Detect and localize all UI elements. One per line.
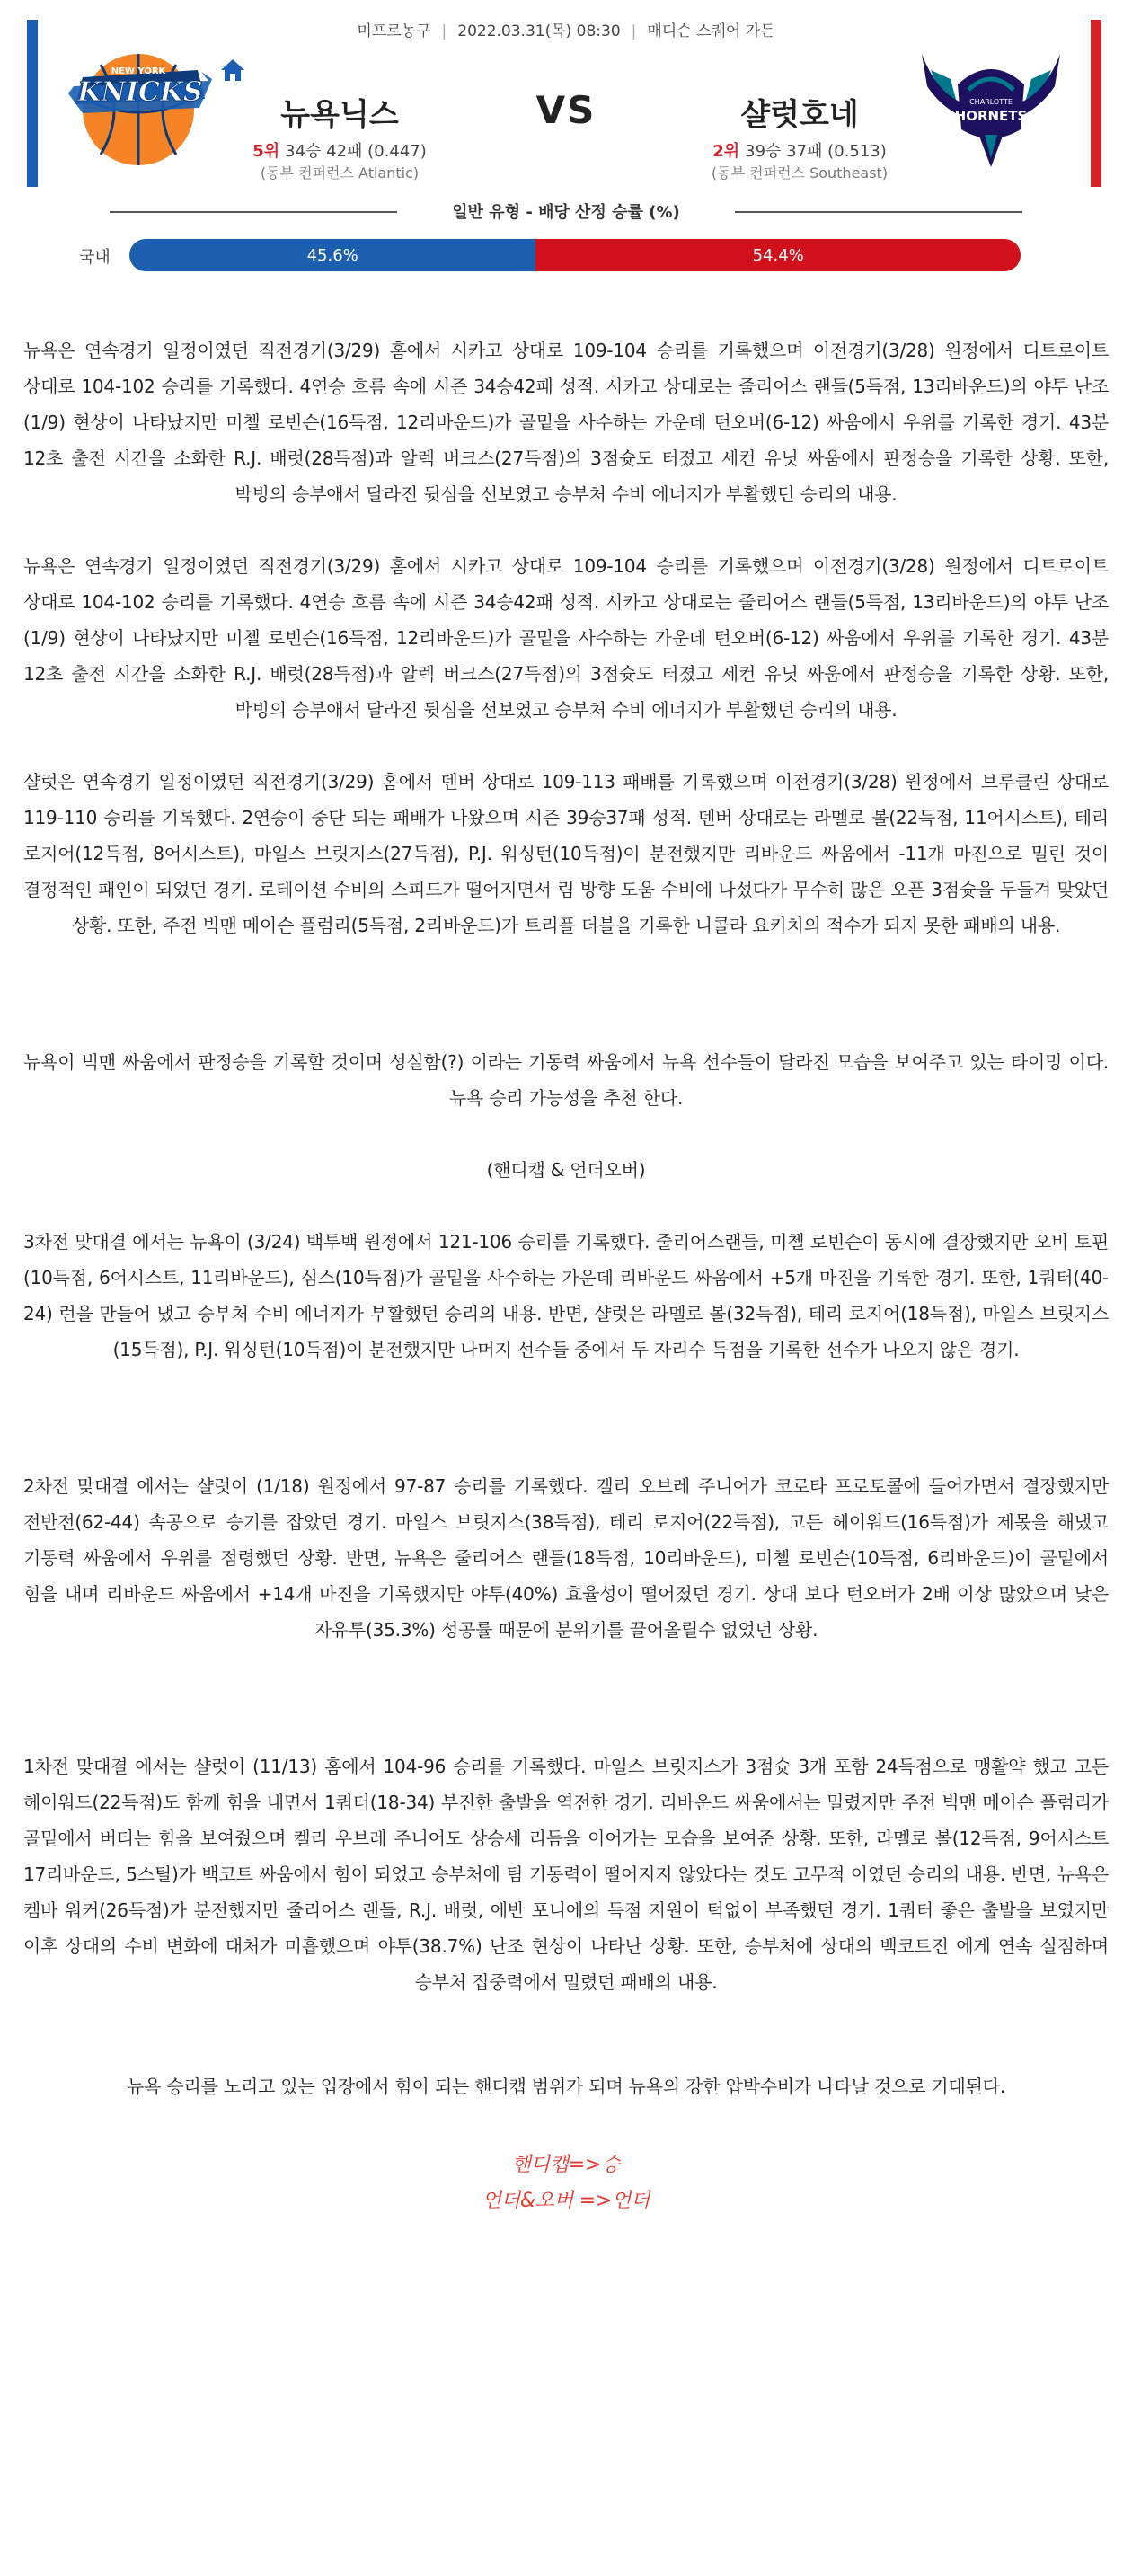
away-conference: (동부 컨퍼런스 Southeast) [711, 164, 889, 181]
article-paragraph: 2차전 맞대결 에서는 샬럿이 (1/18) 원정에서 97-87 승리를 기록했다. 켈리 오브레 주니어가 코로타 프로토콜에 들어가면서 결장했지만 전반전(62-44) 속공으로 승기를 잡았던 경기. 마일스 브릿지스(38득점), 테리 로지어(22득점), 고든 헤이워드(16득점)가 제몫을 해냈고 기동력 싸움에서 우위를 점령했던 상황. 반면, 뉴욕은 줄리어스 랜들(18득점, 10리바운드), 미첼 로빈슨(10득점, 6리바운드)이 골밑에서 힘을 내며 리바운드 싸움에서 +14개 마진을 기록했지만 야투(40%) 효율성이 떨어졌던 경기. 상대 보다 턴오버가 2배 이상 많았으며 낮은 자유투(35.3%) 성공률 때문에 분위기를 끌어올릴수 없었던 상황. [23, 1475, 1109, 1641]
logo-word-text: KNICKS [77, 76, 203, 108]
away-probability-segment: 54.4% [535, 239, 1021, 271]
section-heading: (핸디캡 & 언더오버) [486, 1159, 646, 1181]
article-paragraph: 1차전 맞대결 에서는 샬럿이 (11/13) 홈에서 104-96 승리를 기록했다. 마일스 브릿지스가 3점슛 3개 포함 24득점으로 맹활약 했고 고든 헤이워드(22득점)도 함께 힘을 내면서 1쿼터(18-34) 부진한 출발을 역전한 경기. 리바운드 싸움에서는 밀렸지만 주전 빅맨 메이슨 플럼리가 골밑에서 버티는 힘을 보여줬으며 켈리 우브레 주니어도 상승세 리듬을 이어가는 모습을 보여준 상황. 또한, 라멜로 볼(12득점, 9어시스트 17리바운드, 5스틸)가 백코트 싸움에서 힘이 되었고 승부처에 팀 기동력이 떨어지지 않았다는 것도 고무적 이였던 승리의 내용. 반면, 뉴욕은 켐바 워커(26득점)가 분전했지만 줄리어스 랜들, R.J. 배럿, 에반 포니에의 득점 지원이 턱없이 부족했던 경기. 1쿼터 좋은 출발을 보였지만 이후 상대의 수비 변화에 대처가 미흡했으며 야투(38.7%) 난조 현상이 나타난 상황. 또한, 승부처에 상대의 백코트진 에게 연속 실점하며 승부처 집중력에서 밀렸던 패배의 내용. [23, 1756, 1109, 1993]
match-header [0, 0, 1132, 297]
home-win-loss: 34승 42패 (0.447) [285, 142, 427, 161]
separator: | [631, 22, 637, 40]
away-rank: 2위 [712, 142, 740, 161]
home-icon[interactable] [219, 58, 246, 83]
article-paragraph: 뉴욕이 빅맨 싸움에서 판정승을 기록할 것이며 성실함(?) 이라는 기동력 싸움에서 뉴욕 선수들이 달라진 모습을 보여주고 있는 타이밍 이다. 뉴욕 승리 가능성을 추천 한다. [23, 1051, 1109, 1109]
venue-label: 매디슨 스퀘어 가든 [647, 22, 775, 40]
domestic-label: 국내 [79, 248, 111, 267]
win-probability-bar [129, 239, 1021, 271]
divider [735, 211, 1022, 213]
home-team-name: 뉴욕닉스 [280, 97, 399, 133]
preview-article [23, 332, 1109, 2219]
spacer [23, 2104, 1109, 2147]
home-rank: 5위 [252, 142, 280, 161]
home-conference: (동부 컨퍼런스 Atlantic) [260, 164, 420, 181]
separator: | [441, 22, 447, 40]
spacer [23, 2000, 1109, 2068]
article-paragraph: 뉴욕은 연속경기 일정이였던 직전경기(3/29) 홈에서 시카고 상대로 109-104 승리를 기록했으며 이전경기(3/28) 원정에서 디트로이트 상대로 104-102 승리를 기록했다. 4연승 흐름 속에 시즌 34승42패 성적. 시카고 상대로는 줄리어스 랜들(5득점, 13리바운드)의 야투 난조(1/9) 현상이 나타났지만 미첼 로빈슨(16득점, 12리바운드)가 골밑을 사수하는 가운데 턴오버(6-12) 싸움에서 우위를 기록한 경기. 43분 12초 출전 시간을 소화한 R.J. 배럿(28득점)과 알렉 버크스(27득점)의 3점슛도 터졌고 세컨 유닛 싸움에서 판정승을 기록한 상황. 또한, 박빙의 승부애서 달라진 뒷심을 선보였고 승부처 수비 에너지가 부활했던 승리의 내용. [23, 340, 1109, 505]
article-paragraph: 샬럿은 연속경기 일정이였던 직전경기(3/29) 홈에서 덴버 상대로 109-113 패배를 기록했으며 이전경기(3/28) 원정에서 브루클린 상대로 119-110 승리를 기록했다. 2연승이 중단 되는 패배가 나왔으며 시즌 39승37패 성적. 덴버 상대로는 라멜로 볼(22득점, 11어시스트), 테리 로지어(12득점, 8어시스트), 마일스 브릿지스(27득점), P.J. 워싱턴(10득점)이 분전했지만 리바운드 싸움에서 -11개 마진으로 밀린 것이 결정적인 패인이 되었던 경기. 로테이션 수비의 스피드가 떨어지면서 림 방향 도움 수비에 나섰다가 무수히 많은 오픈 3점슛을 두들겨 맞았던 상황. 또한, 주전 빅맨 메이슨 플럼리(5득점, 2리바운드)가 트리플 더블을 기록한 니콜라 요키치의 적수가 되지 못한 패배의 내용. [23, 771, 1109, 936]
spacer [23, 943, 1109, 1044]
away-team-name: 샬럿호네 [740, 97, 859, 133]
home-probability-segment: 45.6% [129, 239, 535, 271]
article-paragraph: 뉴욕은 연속경기 일정이였던 직전경기(3/29) 홈에서 시카고 상대로 109-104 승리를 기록했으며 이전경기(3/28) 원정에서 디트로이트 상대로 104-102 승리를 기록했다. 4연승 흐름 속에 시즌 34승42패 성적. 시카고 상대로는 줄리어스 랜들(5득점, 13리바운드)의 야투 난조(1/9) 현상이 나타났지만 미첼 로빈슨(16득점, 12리바운드)가 골밑을 사수하는 가운데 턴오버(6-12) 싸움에서 우위를 기록한 경기. 43분 12초 출전 시간을 소화한 R.J. 배럿(28득점)과 알렉 버크스(27득점)의 3점슛도 터졌고 세컨 유닛 싸움에서 판정승을 기록한 상황. 또한, 박빙의 승부애서 달라진 뒷심을 선보였고 승부처 수비 에너지가 부활했던 승리의 내용. [23, 555, 1109, 721]
league-label: 미프로농구 [357, 22, 431, 40]
betting-title-row [110, 198, 1022, 225]
article-paragraph: 3차전 맞대결 에서는 뉴욕이 (3/24) 백투백 원정에서 121-106 승리를 기록했다. 줄리어스랜들, 미첼 로빈슨이 동시에 결장했지만 오비 토핀(10득점, 6어시스트, 11리바운드), 심스(10득점)가 골밑을 사수하는 가운데 리바운드 싸움에서 +5개 마진을 기록한 경기. 또한, 1쿼터(40-24) 런을 만들어 냈고 승부처 수비 에너지가 부활했던 승리의 내용. 반면, 샬럿은 라멜로 볼(32득점), 테리 로지어(18득점), 마일스 브릿지스(15득점), P.J. 워싱턴(10득점)이 분전했지만 나머지 선수들 중에서 두 자리수 득점을 기록한 선수가 나오지 않은 경기. [23, 1231, 1109, 1360]
spacer [23, 1188, 1109, 1224]
spacer [23, 728, 1109, 764]
betting-title: 일반 유형 - 배당 산정 승률 (%) [452, 203, 680, 222]
vs-label: VS [535, 88, 597, 132]
logo-top-text: NEW YORK [111, 66, 166, 76]
pick-under-over: 언더&오버 =>언더 [482, 2190, 650, 2212]
pick-handicap: 핸디캡=>승 [511, 2154, 621, 2176]
logo-word-text: HORNETS [954, 108, 1028, 124]
match-datetime: 2022.03.31(목) 08:30 [457, 22, 621, 40]
logo-top-text: CHARLOTTE [969, 98, 1013, 106]
away-team-record [665, 138, 934, 162]
home-team-record [205, 138, 474, 162]
spacer [23, 1648, 1109, 1748]
article-paragraph: 뉴욕 승리를 노리고 있는 입장에서 힘이 되는 핸디캡 범위가 되며 뉴욕의 강한 압박수비가 나타날 것으로 기대된다. [126, 2076, 1006, 2097]
spacer [23, 512, 1109, 548]
away-win-loss: 39승 37패 (0.513) [745, 142, 887, 161]
spacer [23, 1368, 1109, 1468]
spacer [23, 1116, 1109, 1152]
